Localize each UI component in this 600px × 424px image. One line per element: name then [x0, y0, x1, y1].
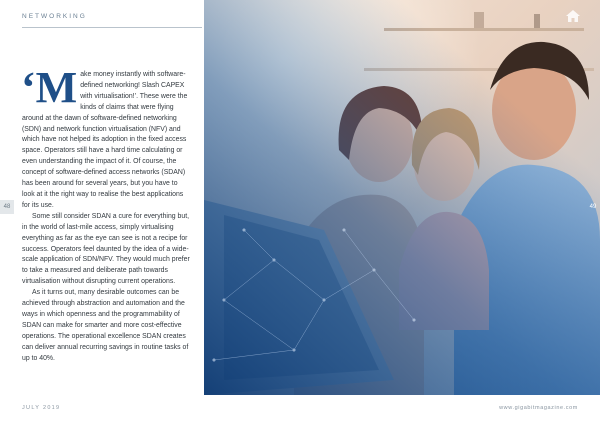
footer-site[interactable]: www.gigabitmagazine.com	[499, 405, 578, 411]
drop-cap: ‘M	[21, 63, 78, 112]
page-number-left: 48	[0, 200, 14, 214]
family-laptop-illustration	[204, 0, 600, 395]
footer-date: JULY 2019	[22, 405, 61, 411]
article-body	[21, 63, 192, 364]
article-paragraph-1-text: ake money instantly with software-defined networking! Slash CAPEX with virtualisation!’. These were the kinds of claims that were flying around at the dawn of software-defined networking (SDN) and network function virtualisation (NFV) and which have not helped its adoption in the fixed access space. Operators still have a hard time calculating or even understanding the impact of it. Of course, the concept of software-defined access networks (SDAN) has been around for several years, but you have to look at it the right way to realise the best applications for its use.	[22, 71, 188, 209]
article-paragraph-1	[21, 63, 192, 212]
family-photo	[204, 0, 600, 395]
page-number-right: 49	[589, 204, 597, 210]
article-paragraph-3: As it turns out, many desirable outcomes can be achieved through abstraction and automation and the ways in which openness and the programmability of SDAN can make for smarter and more cost-effective operations. The operational excellence SDAN creates can deliver annual recurring savings in routine tasks of up to 40%.	[22, 289, 189, 362]
home-icon[interactable]	[566, 10, 580, 22]
header-rule	[22, 27, 202, 28]
section-label: NETWORKING	[22, 13, 87, 20]
article-paragraph-2: Some still consider SDAN a cure for everything but, in the world of last-mile access, simply virtualising everything as far as the eye can see is not a recipe for success. Operators feel daunted by the idea of a wide-scale application of SDN/NFV. They would much prefer to take a measured and deliberate path towards virtualisation without disrupting current operations.	[22, 212, 190, 286]
